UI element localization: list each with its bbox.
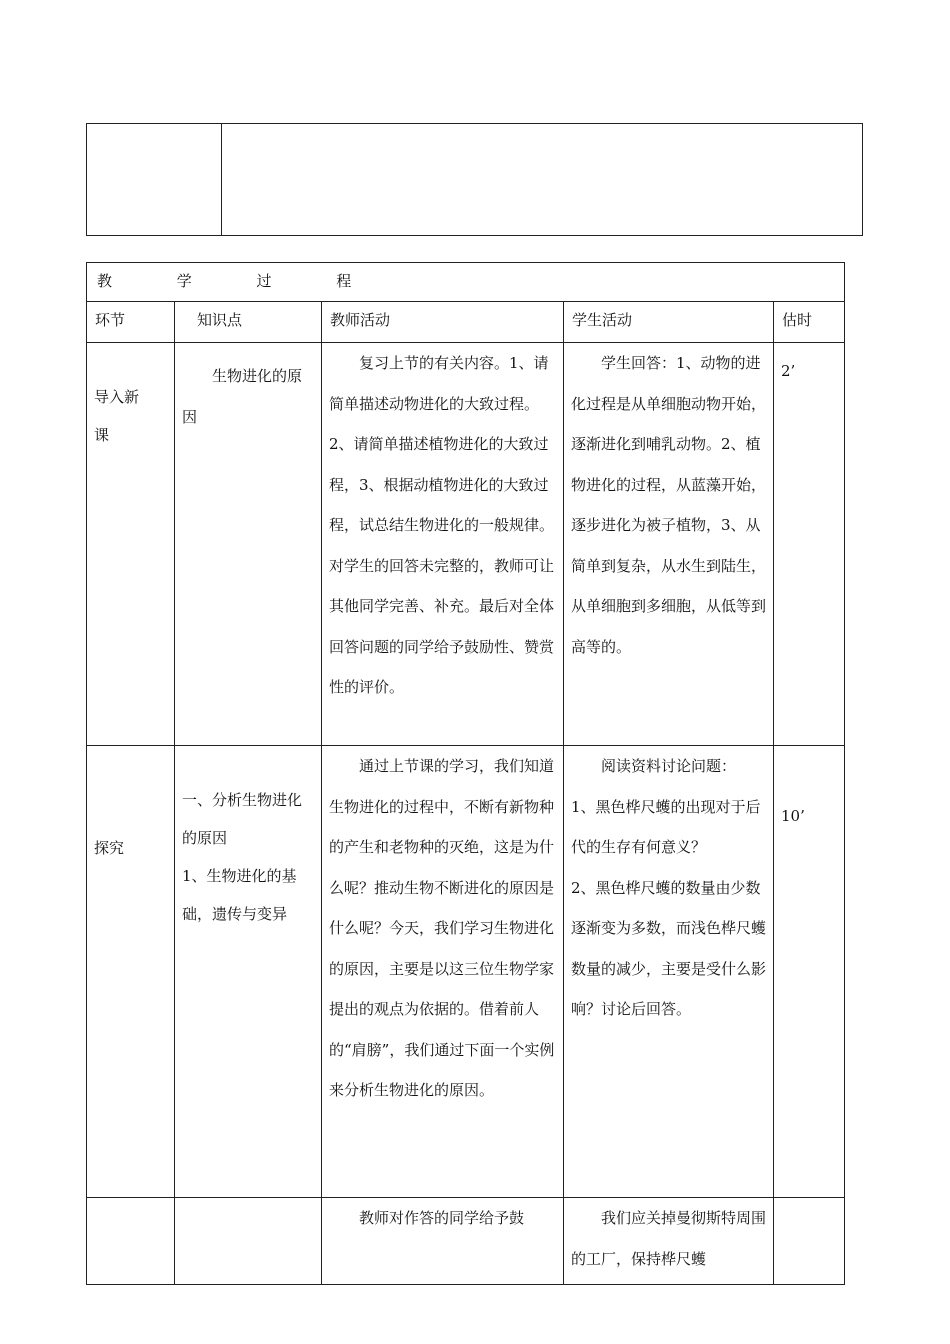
header-info-box (86, 123, 863, 236)
knowledge-line: 1、生物进化的基础，遗传与变异 (182, 867, 297, 923)
process-title: 教 学 过 程 (97, 272, 382, 290)
student-activity-cell (564, 746, 773, 1035)
student-activity-cell: 我们应关掉曼彻斯特周围的工厂，保持桦尺蠖 (571, 1209, 767, 1268)
knowledge-cell (175, 746, 321, 938)
knowledge-cell: 生物进化的原因 (182, 367, 303, 426)
stage-cell: 探究 (94, 839, 125, 857)
table-row (87, 343, 845, 746)
stage-cell: 导入新课 (94, 388, 140, 444)
student-line: 阅读资料讨论问题： (601, 757, 737, 775)
student-line: 2、黑色桦尺蠖的数量由少数逐渐变为多数，而浅色桦尺蠖数量的减少，主要是受什么影响？讨论后回答。 (571, 878, 767, 1018)
teaching-process-table (86, 262, 845, 1285)
knowledge-line: 一、分析生物进化的原因 (182, 791, 303, 847)
header-teacher: 教师活动 (330, 311, 391, 329)
student-line: 1、黑色桦尺蠖的出现对于后代的生存有何意义？ (571, 797, 761, 856)
header-row (87, 302, 845, 343)
header-time: 估时 (782, 311, 813, 329)
header-knowledge: 知识点 (197, 311, 243, 329)
teacher-activity-cell: 通过上节课的学习，我们知道生物进化的过程中，不断有新物种的产生和老物种的灭绝，这是为什么呢？推动生物不断进化的原因是什么呢？今天，我们学习生物进化的原因，主要是以这三位生物学家提出的观点为依据的。借着前人的“肩膀”，我们通过下面一个实例来分析生物进化的原因。 (329, 757, 555, 1099)
teacher-activity-cell: 教师对作答的同学给予鼓 (359, 1209, 525, 1227)
time-cell: 10’ (781, 807, 805, 825)
table-row (87, 746, 845, 1198)
table-row (87, 1198, 845, 1285)
title-row (87, 263, 845, 302)
header-stage: 环节 (95, 311, 126, 329)
student-activity-cell: 学生回答：1、动物的进化过程是从单细胞动物开始，逐渐进化到哺乳动物。2、植物进化的过程，从蓝藻开始，逐步进化为被子植物，3、从简单到复杂，从水生到陆生，从单细胞到多细胞，从低等到高等的。 (571, 354, 767, 656)
header-student: 学生活动 (572, 311, 633, 329)
stage-cell (87, 1198, 174, 1208)
header-box-divider (221, 124, 222, 235)
teacher-activity-cell: 复习上节的有关内容。1、请简单描述动物进化的大致过程。2、请简单描述植物进化的大致过程，3、根据动植物进化的大致过程，试总结生物进化的一般规律。对学生的回答未完整的，教师可让其他同学完善、补充。最后对全体回答问题的同学给予鼓励性、赞赏性的评价。 (329, 354, 555, 696)
time-cell (774, 1198, 844, 1208)
knowledge-cell (175, 1198, 321, 1208)
time-cell: 2’ (781, 362, 796, 380)
